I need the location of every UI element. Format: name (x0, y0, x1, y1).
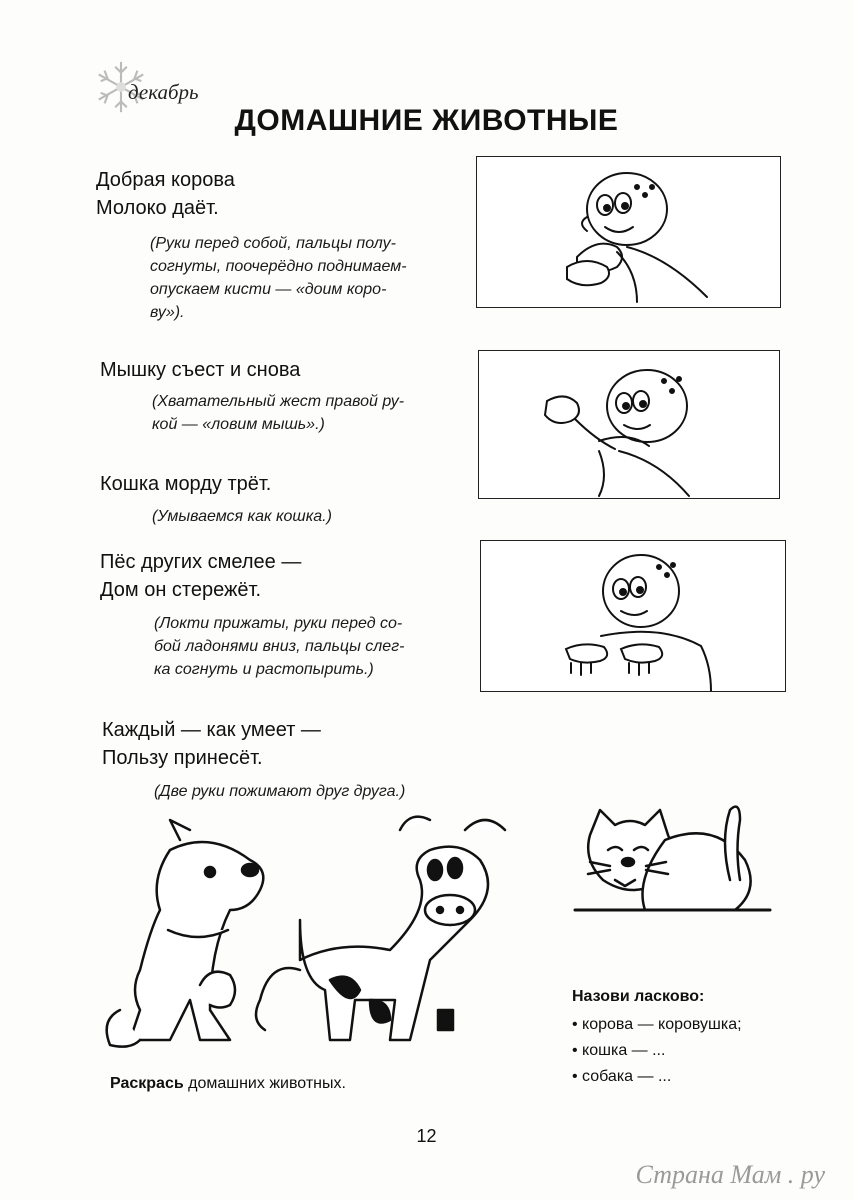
note-line: (Хватательный жест правой ру- (152, 393, 405, 410)
note-line: (Руки перед собой, пальцы полу- (150, 235, 396, 252)
name-kindly-title: Назови ласково: (572, 988, 705, 1005)
note-line: ка согнуть и растопырить.) (154, 661, 374, 678)
note-line: (Умываемся как кошка.) (152, 508, 332, 525)
month-label: декабрь (128, 80, 199, 104)
verse-4 (100, 548, 301, 604)
verse-3-note (152, 505, 332, 528)
note-line: (Две руки пожимают друг друга.) (154, 783, 406, 800)
list-item: • собака — ... (572, 1064, 742, 1090)
list-item: • кошка — ... (572, 1038, 742, 1064)
illustration-milking (476, 156, 781, 308)
site-watermark: Страна Мам . ру (635, 1160, 825, 1189)
illustration-paws (480, 540, 786, 692)
verse-line: Молоко даёт. (96, 197, 219, 219)
note-line: бой ладонями вниз, пальцы слег- (154, 638, 405, 655)
verse-1 (96, 166, 235, 222)
verse-5 (102, 716, 321, 772)
verse-2 (100, 356, 300, 384)
cat-coloring-picture (570, 800, 775, 920)
boy-catching-icon (479, 351, 779, 498)
coloring-caption-bold: Раскрась (110, 1075, 184, 1092)
note-line: опускаем кисти — «доим коро- (150, 281, 387, 298)
boy-paws-icon (481, 541, 785, 691)
note-line: (Локти прижаты, руки перед со- (154, 615, 403, 632)
name-kindly-list (572, 1012, 742, 1090)
coloring-caption-text: домашних животных. (188, 1075, 346, 1092)
boy-milking-icon (477, 157, 780, 307)
verse-line: Пользу принесёт. (102, 747, 263, 769)
verse-2-note (152, 390, 404, 436)
illustration-catching (478, 350, 780, 499)
note-line: согнуты, поочерёдно поднимаем- (150, 258, 407, 275)
list-item: • корова — коровушка; (572, 1012, 742, 1038)
verse-line: Пёс других смелее — (100, 551, 302, 573)
verse-line: Дом он стережёт. (100, 579, 262, 601)
coloring-caption (110, 1075, 346, 1093)
verse-5-note (154, 780, 405, 803)
verse-4-note (154, 612, 404, 681)
verse-line: Добрая корова (96, 169, 235, 191)
verse-1-note (150, 232, 407, 324)
verse-line: Каждый — как умеет — (102, 719, 321, 741)
dog-and-cow-coloring-picture (100, 810, 540, 1060)
note-line: кой — «ловим мышь».) (152, 416, 325, 433)
page-number: 12 (416, 1126, 437, 1146)
verse-3 (100, 470, 271, 498)
page-title: ДОМАШНИЕ ЖИВОТНЫЕ (234, 104, 619, 137)
verse-line: Мышку съест и снова (100, 359, 301, 381)
note-line: ву»). (150, 304, 185, 321)
verse-line: Кошка морду трёт. (100, 473, 272, 495)
name-kindly-block (572, 988, 742, 1090)
